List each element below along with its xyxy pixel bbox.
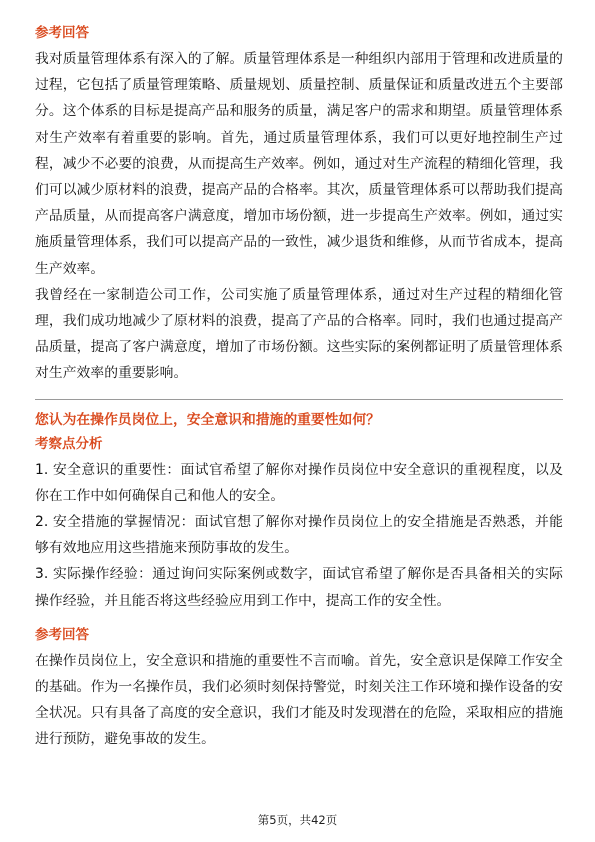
answer-paragraph: 在操作员岗位上，安全意识和措施的重要性不言而喻。首先，安全意识是保障工作安全的基础。作为一名操作员，我们必须时刻保持警觉，时刻关注工作环境和操作设备的安全状况。只有具备了高度的安全意识，我们才能及时发现潜在的危险，采取相应的措施进行预防，避免事故的发生。 xyxy=(35,652,563,748)
page-content xyxy=(35,22,563,753)
page-number: 第5页，共42页 xyxy=(257,813,338,827)
analysis-item: 3. 实际操作经验：通过询问实际案例或数字，面试官希望了解你是否具备相关的实际操作经验，并且能否将这些经验应用到工作中，提高工作的安全性。 xyxy=(35,566,563,609)
answer-paragraph: 我曾经在一家制造公司工作，公司实施了质量管理体系，通过对生产过程的精细化管理，我们成功地减少了原材料的浪费，提高了产品的合格率。同时，我们也通过提高产品质量，提高了客户满意度，增加了市场份额。这些实际的案例都证明了质量管理体系对生产效率的重要影响。 xyxy=(35,286,563,382)
section-heading-reference-answer: 参考回答 xyxy=(35,25,89,41)
analysis-item: 2. 安全措施的掌握情况：面试官想了解你对操作员岗位上的安全措施是否熟悉，并能够有效地应用这些措施来预防事故的发生。 xyxy=(35,514,563,557)
question-title: 您认为在操作员岗位上，安全意识和措施的重要性如何？ xyxy=(35,411,380,428)
section-heading-analysis: 考察点分析 xyxy=(35,435,103,452)
answer-paragraph: 我对质量管理体系有深入的了解。质量管理体系是一种组织内部用于管理和改进质量的过程，它包括了质量管理策略、质量规划、质量控制、质量保证和质量改进五个主要部分。这个体系的目标是提高产品和服务的质量，满足客户的需求和期望。质量管理体系对生产效率有着重要的影响。首先，通过质量管理体系，我们可以更好地控制生产过程，减少不必要的浪费，从而提高生产效率。例如，通过对生产流程的精细化管理，我们可以减少原材料的浪费，提高产品的合格率。其次，质量管理体系可以帮助我们提高产品质量，从而提高客户满意度，增加市场份额，进一步提高生产效率。例如，通过实施质量管理体系，我们可以提高产品的一致性，减少退货和维修，从而节省成本，提高生产效率。 xyxy=(35,51,563,277)
section-divider xyxy=(35,399,563,400)
analysis-item: 1. 安全意识的重要性：面试官希望了解你对操作员岗位中安全意识的重视程度，以及你在工作中如何确保自己和他人的安全。 xyxy=(35,461,563,504)
section-heading-reference-answer: 参考回答 xyxy=(35,626,89,643)
